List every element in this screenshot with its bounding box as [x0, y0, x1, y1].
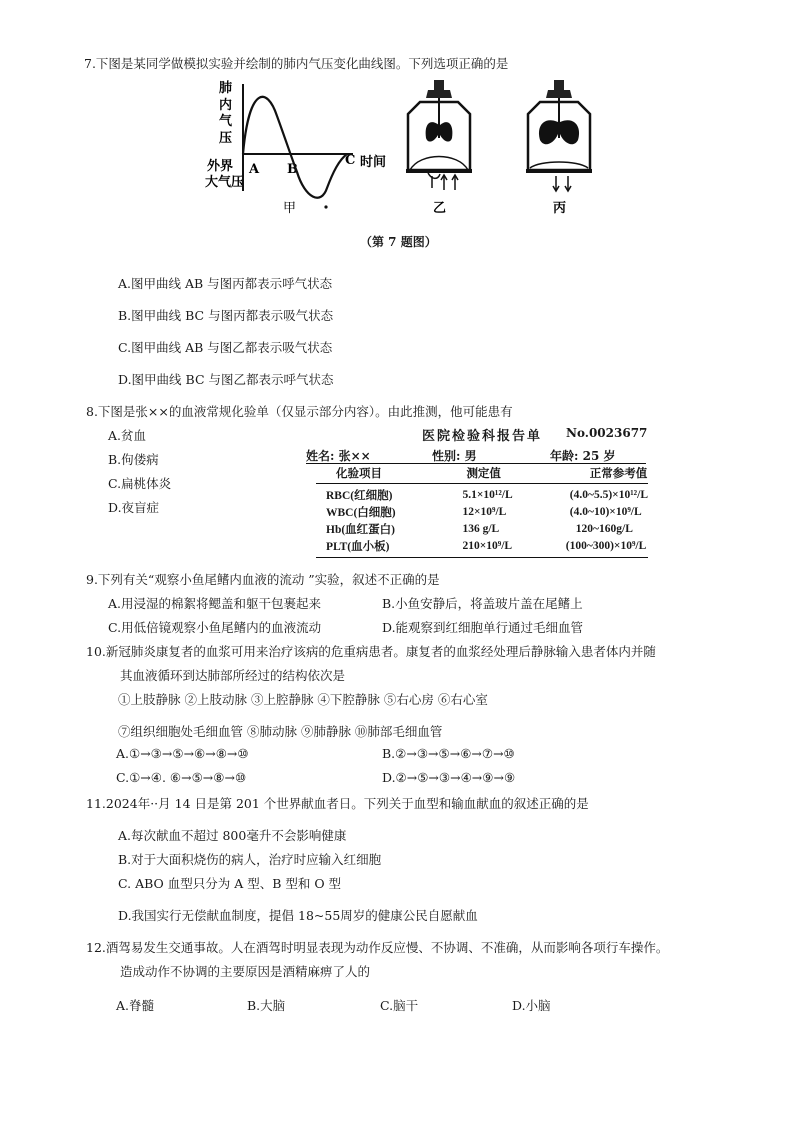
q12-option-a[interactable]: A.脊髓	[116, 998, 155, 1013]
curve-jia-label: 甲	[283, 201, 297, 216]
report-row	[316, 503, 648, 520]
q12-option-b[interactable]: B.大脑	[247, 998, 286, 1013]
q10-option-a[interactable]: A.①→③→⑤→⑥→⑧→⑩	[116, 746, 249, 761]
report-cell: 120~160g/L	[575, 523, 633, 535]
curve-time-label: 时间	[360, 155, 387, 170]
q10-stem-line1: 10.新冠肺炎康复者的血浆可用来治疗该病的危重病患者。康复者的血浆经处理后静脉输入患者体内并随	[86, 644, 656, 659]
q8-option-c[interactable]: C.扁桃体炎	[108, 476, 172, 491]
report-table	[316, 464, 648, 558]
report-title: 医院检验科报告单	[422, 429, 543, 444]
report-cell: (4.0~5.5)×10¹²/L	[569, 489, 648, 501]
q7-option-b[interactable]: B.图甲曲线 BC 与图丙都表示吸气状态	[118, 308, 334, 323]
report-cell: RBC(红细胞)	[326, 490, 393, 502]
q12-option-d[interactable]: D.小脑	[512, 998, 551, 1013]
report-header-cell: 正常参考值	[589, 468, 648, 480]
report-name: 姓名: 张××	[306, 449, 371, 463]
report-header-cell: 测定值	[466, 468, 501, 480]
report-cell: 210×10⁹/L	[462, 540, 513, 552]
q7-option-c[interactable]: C.图甲曲线 AB 与图乙都表示吸气状态	[118, 340, 333, 355]
curve-y-label-1: 肺	[219, 81, 233, 96]
curve-y-label-4: 压	[219, 131, 233, 146]
report-age: 年龄: 25 岁	[550, 449, 616, 463]
jar-bing-label: 丙	[553, 201, 567, 216]
q10-items-line1: ①上肢静脉 ②上肢动脉 ③上腔静脉 ④下腔静脉 ⑤右心房 ⑥右心室	[118, 692, 488, 707]
q9-stem: 9.下列有关“观察小鱼尾鳍内血液的流动 ”实验，叙述不正确的是	[86, 572, 440, 587]
report-cell: 5.1×10¹²/L	[462, 489, 513, 501]
q9-option-b[interactable]: B.小鱼安静后，将盖玻片盖在尾鳍上	[382, 596, 583, 611]
q8-stem: 8.下图是张××的血液常规化验单（仅显示部分内容）。由此推测，他可能患有	[86, 404, 513, 419]
curve-point-c: C	[345, 153, 356, 168]
report-header-row	[316, 464, 648, 484]
q11-option-a[interactable]: A.每次献血不超过 800毫升不会影响健康	[118, 828, 347, 843]
q7-figure-jar-bing	[520, 80, 600, 220]
curve-y-label-3: 气	[219, 114, 233, 129]
report-row	[316, 537, 648, 558]
curve-baseline-label-2: 大气压	[205, 175, 245, 190]
report-sex: 性别: 男	[432, 449, 477, 463]
curve-y-label-2: 内	[219, 98, 233, 113]
q9-option-d[interactable]: D.能观察到红细胞单行通过毛细血管	[382, 620, 584, 635]
q10-option-c[interactable]: C.①→④. ⑥→⑤→⑧→⑩	[116, 770, 247, 785]
q12-stem-line2: 造成动作不协调的主要原因是酒精麻痹了人的	[120, 964, 371, 979]
q7-caption: （第 7 题图）	[360, 235, 437, 249]
q11-option-d[interactable]: D.我国实行无偿献血制度，提倡 18~55周岁的健康公民自愿献血	[118, 908, 478, 923]
curve-point-b: B	[287, 162, 298, 177]
jar-yi-label: 乙	[433, 201, 447, 216]
q7-figure-jar-yi	[400, 80, 480, 220]
report-cell: (100~300)×10⁹/L	[565, 540, 647, 552]
report-cell: 12×10⁹/L	[462, 506, 507, 518]
q10-option-d[interactable]: D.②→⑤→③→④→⑨→⑨	[382, 770, 516, 785]
q12-stem-line1: 12.酒驾易发生交通事故。人在酒驾时明显表现为动作反应慢、不协调、不准确，从而影响各项行车操作。	[86, 940, 669, 955]
q7-figure-curve	[205, 76, 405, 216]
curve-baseline-label-1: 外界	[207, 159, 234, 174]
q11-option-b[interactable]: B.对于大面积烧伤的病人，治疗时应输入红细胞	[118, 852, 382, 867]
q8-option-a[interactable]: A.贫血	[108, 428, 147, 443]
report-row	[316, 520, 648, 537]
q7-stem: 7.下图是某同学做模拟实验并绘制的肺内气压变化曲线图。下列选项正确的是	[84, 56, 509, 71]
report-cell: 136 g/L	[462, 523, 500, 535]
report-header-cell: 化验项目	[336, 468, 382, 480]
q9-option-a[interactable]: A.用浸湿的棉絮将鳃盖和躯干包裹起来	[108, 596, 322, 611]
report-number: No.0023677	[566, 426, 648, 440]
report-cell: WBC(白细胞)	[326, 507, 396, 519]
q10-stem-line2: 其血液循环到达肺部所经过的结构依次是	[120, 668, 346, 683]
blood-report	[306, 423, 666, 553]
q12-option-c[interactable]: C.脑干	[380, 998, 419, 1013]
q8-option-d[interactable]: D.夜盲症	[108, 500, 160, 515]
report-cell: Hb(血红蛋白)	[326, 524, 395, 536]
q9-option-c[interactable]: C.用低倍镜观察小鱼尾鳍内的血液流动	[108, 620, 322, 635]
q10-option-b[interactable]: B.②→③→⑤→⑥→⑦→⑩	[382, 746, 515, 761]
curve-point-a: A	[249, 162, 260, 177]
q7-option-d[interactable]: D.图甲曲线 BC 与图乙都表示呼气状态	[118, 372, 334, 387]
q11-stem: 11.2024年··月 14 日是第 201 个世界献血者日。下列关于血型和输血献血的叙述正确的是	[86, 796, 589, 811]
q11-option-c[interactable]: C. ABO 血型只分为 A 型、B 型和 O 型	[118, 876, 342, 891]
q7-option-a[interactable]: A.图甲曲线 AB 与图丙都表示呼气状态	[118, 276, 333, 291]
report-row	[316, 484, 648, 504]
report-cell: PLT(血小板)	[326, 541, 390, 553]
report-cell: (4.0~10)×10⁹/L	[569, 506, 642, 518]
q8-option-b[interactable]: B.佝偻病	[108, 452, 159, 467]
q10-items-line2: ⑦组织细胞处毛细血管 ⑧肺动脉 ⑨肺静脉 ⑩肺部毛细血管	[118, 724, 443, 739]
